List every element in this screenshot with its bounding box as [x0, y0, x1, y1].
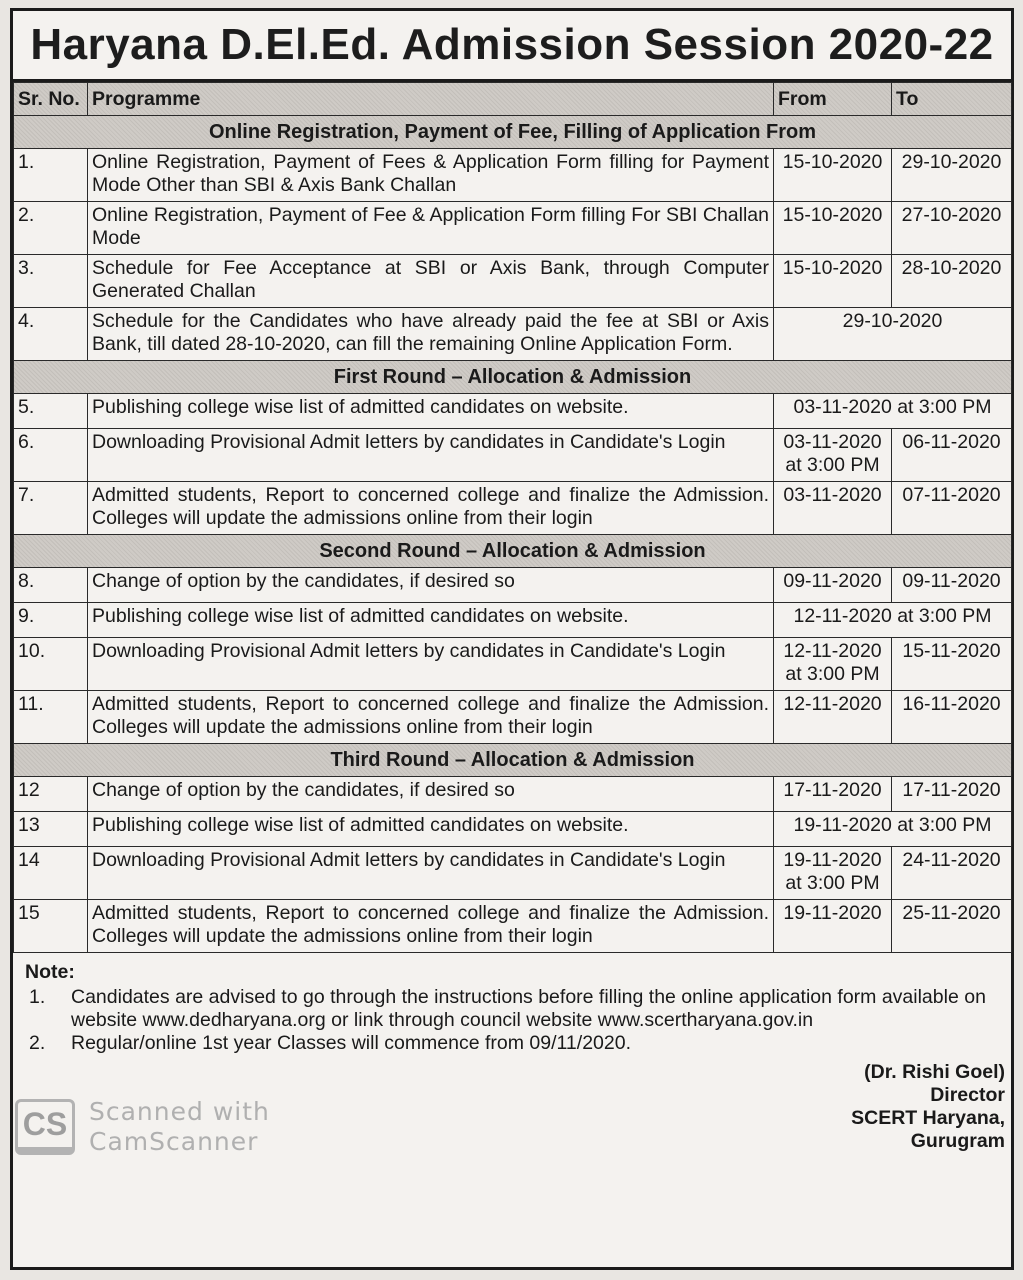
from-date-cell [774, 255, 892, 308]
to-date-cell: 28-10-2020 [892, 255, 1012, 308]
from-date: 03-11-2020 [783, 484, 882, 506]
note-item [25, 986, 999, 1032]
table-row [14, 777, 1012, 812]
camscanner-logo-icon: CS [15, 1099, 75, 1155]
sr-no-cell: 8. [14, 568, 88, 603]
signatory-designation: Director [930, 1084, 1005, 1106]
programme-cell: Downloading Provisional Admit letters by candidates in Candidate's Login [88, 429, 774, 482]
table-row [14, 394, 1012, 429]
section-heading: Online Registration, Payment of Fee, Filling of Application From [14, 116, 1012, 149]
from-date: 19-11-2020 [783, 849, 882, 871]
table-row [14, 202, 1012, 255]
note-number: 2. [29, 1032, 46, 1054]
programme-cell: Change of option by the candidates, if desired so [88, 568, 774, 603]
watermark-line-1: Scanned with [89, 1097, 270, 1126]
table-row [14, 812, 1012, 847]
date-cell: 03-11-2020 at 3:00 PM [774, 394, 1012, 429]
table-row [14, 900, 1012, 953]
programme-cell: Online Registration, Payment of Fee & Application Form filling For SBI Challan Mode [88, 202, 774, 255]
table-row [14, 691, 1012, 744]
sr-no-cell: 12 [14, 777, 88, 812]
table-row [14, 638, 1012, 691]
schedule-table [13, 82, 1012, 953]
sr-no-cell: 14 [14, 847, 88, 900]
from-date-cell [774, 482, 892, 535]
section-heading: First Round – Allocation & Admission [14, 361, 1012, 394]
sr-no-cell: 1. [14, 149, 88, 202]
page-title: Haryana D.El.Ed. Admission Session 2020-22 [13, 11, 1011, 82]
table-row [14, 308, 1012, 361]
sr-no-cell: 2. [14, 202, 88, 255]
section-heading-row [14, 535, 1012, 568]
to-date-cell: 25-11-2020 [892, 900, 1012, 953]
from-date: 09-11-2020 [783, 570, 882, 592]
from-date-cell [774, 568, 892, 603]
from-date: 15-10-2020 [782, 257, 883, 279]
notes-heading: Note: [25, 961, 75, 983]
signatory-name: (Dr. Rishi Goel) [864, 1061, 1005, 1083]
header-sr-no: Sr. No. [14, 83, 88, 116]
programme-cell: Publishing college wise list of admitted candidates on website. [88, 812, 774, 847]
programme-cell: Publishing college wise list of admitted candidates on website. [88, 394, 774, 429]
from-date: 15-10-2020 [782, 204, 883, 226]
from-date-cell [774, 202, 892, 255]
from-date-cell [774, 847, 892, 900]
watermark-text [89, 1097, 270, 1157]
to-date-cell: 17-11-2020 [892, 777, 1012, 812]
to-date-cell: 07-11-2020 [892, 482, 1012, 535]
sr-no-cell: 11. [14, 691, 88, 744]
from-date: 03-11-2020 [783, 431, 882, 453]
table-row [14, 847, 1012, 900]
from-date: 15-10-2020 [782, 151, 883, 173]
programme-cell: Schedule for the Candidates who have already paid the fee at SBI or Axis Bank, till dated 28-10-2020, can fill the remaining Online Application Form. [88, 308, 774, 361]
from-date-cell [774, 777, 892, 812]
sr-no-cell: 6. [14, 429, 88, 482]
sr-no-cell: 15 [14, 900, 88, 953]
date-cell: 29-10-2020 [774, 308, 1012, 361]
from-date: 12-11-2020 [783, 693, 882, 715]
from-time: at 3:00 PM [785, 872, 880, 894]
from-date-cell [774, 149, 892, 202]
from-date: 19-11-2020 [783, 902, 882, 924]
schedule-body [14, 116, 1012, 953]
sr-no-cell: 5. [14, 394, 88, 429]
programme-cell: Admitted students, Report to concerned college and finalize the Admission. Colleges will update the admissions online from their login [88, 482, 774, 535]
to-date-cell: 29-10-2020 [892, 149, 1012, 202]
date-cell: 19-11-2020 at 3:00 PM [774, 812, 1012, 847]
table-row [14, 149, 1012, 202]
camscanner-watermark [15, 1097, 270, 1157]
table-row [14, 603, 1012, 638]
programme-cell: Schedule for Fee Acceptance at SBI or Axis Bank, through Computer Generated Challan [88, 255, 774, 308]
sr-no-cell: 3. [14, 255, 88, 308]
table-header-row [14, 83, 1012, 116]
watermark-line-2: CamScanner [89, 1127, 259, 1156]
section-heading: Third Round – Allocation & Admission [14, 744, 1012, 777]
programme-cell: Admitted students, Report to concerned college and finalize the Admission. Colleges will update the admissions online from their login [88, 691, 774, 744]
signatory-organization: SCERT Haryana, [851, 1107, 1005, 1129]
from-date-cell [774, 691, 892, 744]
programme-cell: Downloading Provisional Admit letters by candidates in Candidate's Login [88, 847, 774, 900]
sr-no-cell: 13 [14, 812, 88, 847]
date-cell: 12-11-2020 at 3:00 PM [774, 603, 1012, 638]
to-date-cell: 15-11-2020 [892, 638, 1012, 691]
notes-section [13, 953, 1011, 1161]
note-item [25, 1032, 999, 1055]
to-date-cell: 24-11-2020 [892, 847, 1012, 900]
section-heading-row [14, 744, 1012, 777]
header-from: From [774, 83, 892, 116]
table-row [14, 429, 1012, 482]
from-time: at 3:00 PM [785, 663, 880, 685]
to-date-cell: 27-10-2020 [892, 202, 1012, 255]
to-date-cell: 06-11-2020 [892, 429, 1012, 482]
to-date-cell: 16-11-2020 [892, 691, 1012, 744]
section-heading: Second Round – Allocation & Admission [14, 535, 1012, 568]
table-row [14, 482, 1012, 535]
sr-no-cell: 4. [14, 308, 88, 361]
signature-block [851, 1061, 1005, 1153]
from-time: at 3:00 PM [785, 454, 880, 476]
note-number: 1. [29, 986, 46, 1008]
header-programme: Programme [88, 83, 774, 116]
section-heading-row [14, 361, 1012, 394]
from-date-cell [774, 638, 892, 691]
programme-cell: Downloading Provisional Admit letters by candidates in Candidate's Login [88, 638, 774, 691]
table-row [14, 255, 1012, 308]
from-date-cell [774, 900, 892, 953]
from-date: 12-11-2020 [783, 640, 882, 662]
programme-cell: Online Registration, Payment of Fees & Application Form filling for Payment Mode Other than SBI & Axis Bank Challan [88, 149, 774, 202]
sr-no-cell: 9. [14, 603, 88, 638]
sr-no-cell: 10. [14, 638, 88, 691]
programme-cell: Change of option by the candidates, if desired so [88, 777, 774, 812]
table-row [14, 568, 1012, 603]
from-date-cell [774, 429, 892, 482]
programme-cell: Publishing college wise list of admitted candidates on website. [88, 603, 774, 638]
signatory-location: Gurugram [910, 1130, 1005, 1152]
programme-cell: Admitted students, Report to concerned college and finalize the Admission. Colleges will update the admissions online from their login [88, 900, 774, 953]
sr-no-cell: 7. [14, 482, 88, 535]
admission-notice [10, 8, 1014, 1270]
note-text: Regular/online 1st year Classes will commence from 09/11/2020. [71, 1032, 631, 1054]
to-date-cell: 09-11-2020 [892, 568, 1012, 603]
section-heading-row [14, 116, 1012, 149]
from-date: 17-11-2020 [783, 779, 882, 801]
header-to: To [892, 83, 1012, 116]
note-text: Candidates are advised to go through the instructions before filling the online application form available on website www.dedharyana.org or link through council website www.scertharyana.gov.in [71, 986, 986, 1031]
